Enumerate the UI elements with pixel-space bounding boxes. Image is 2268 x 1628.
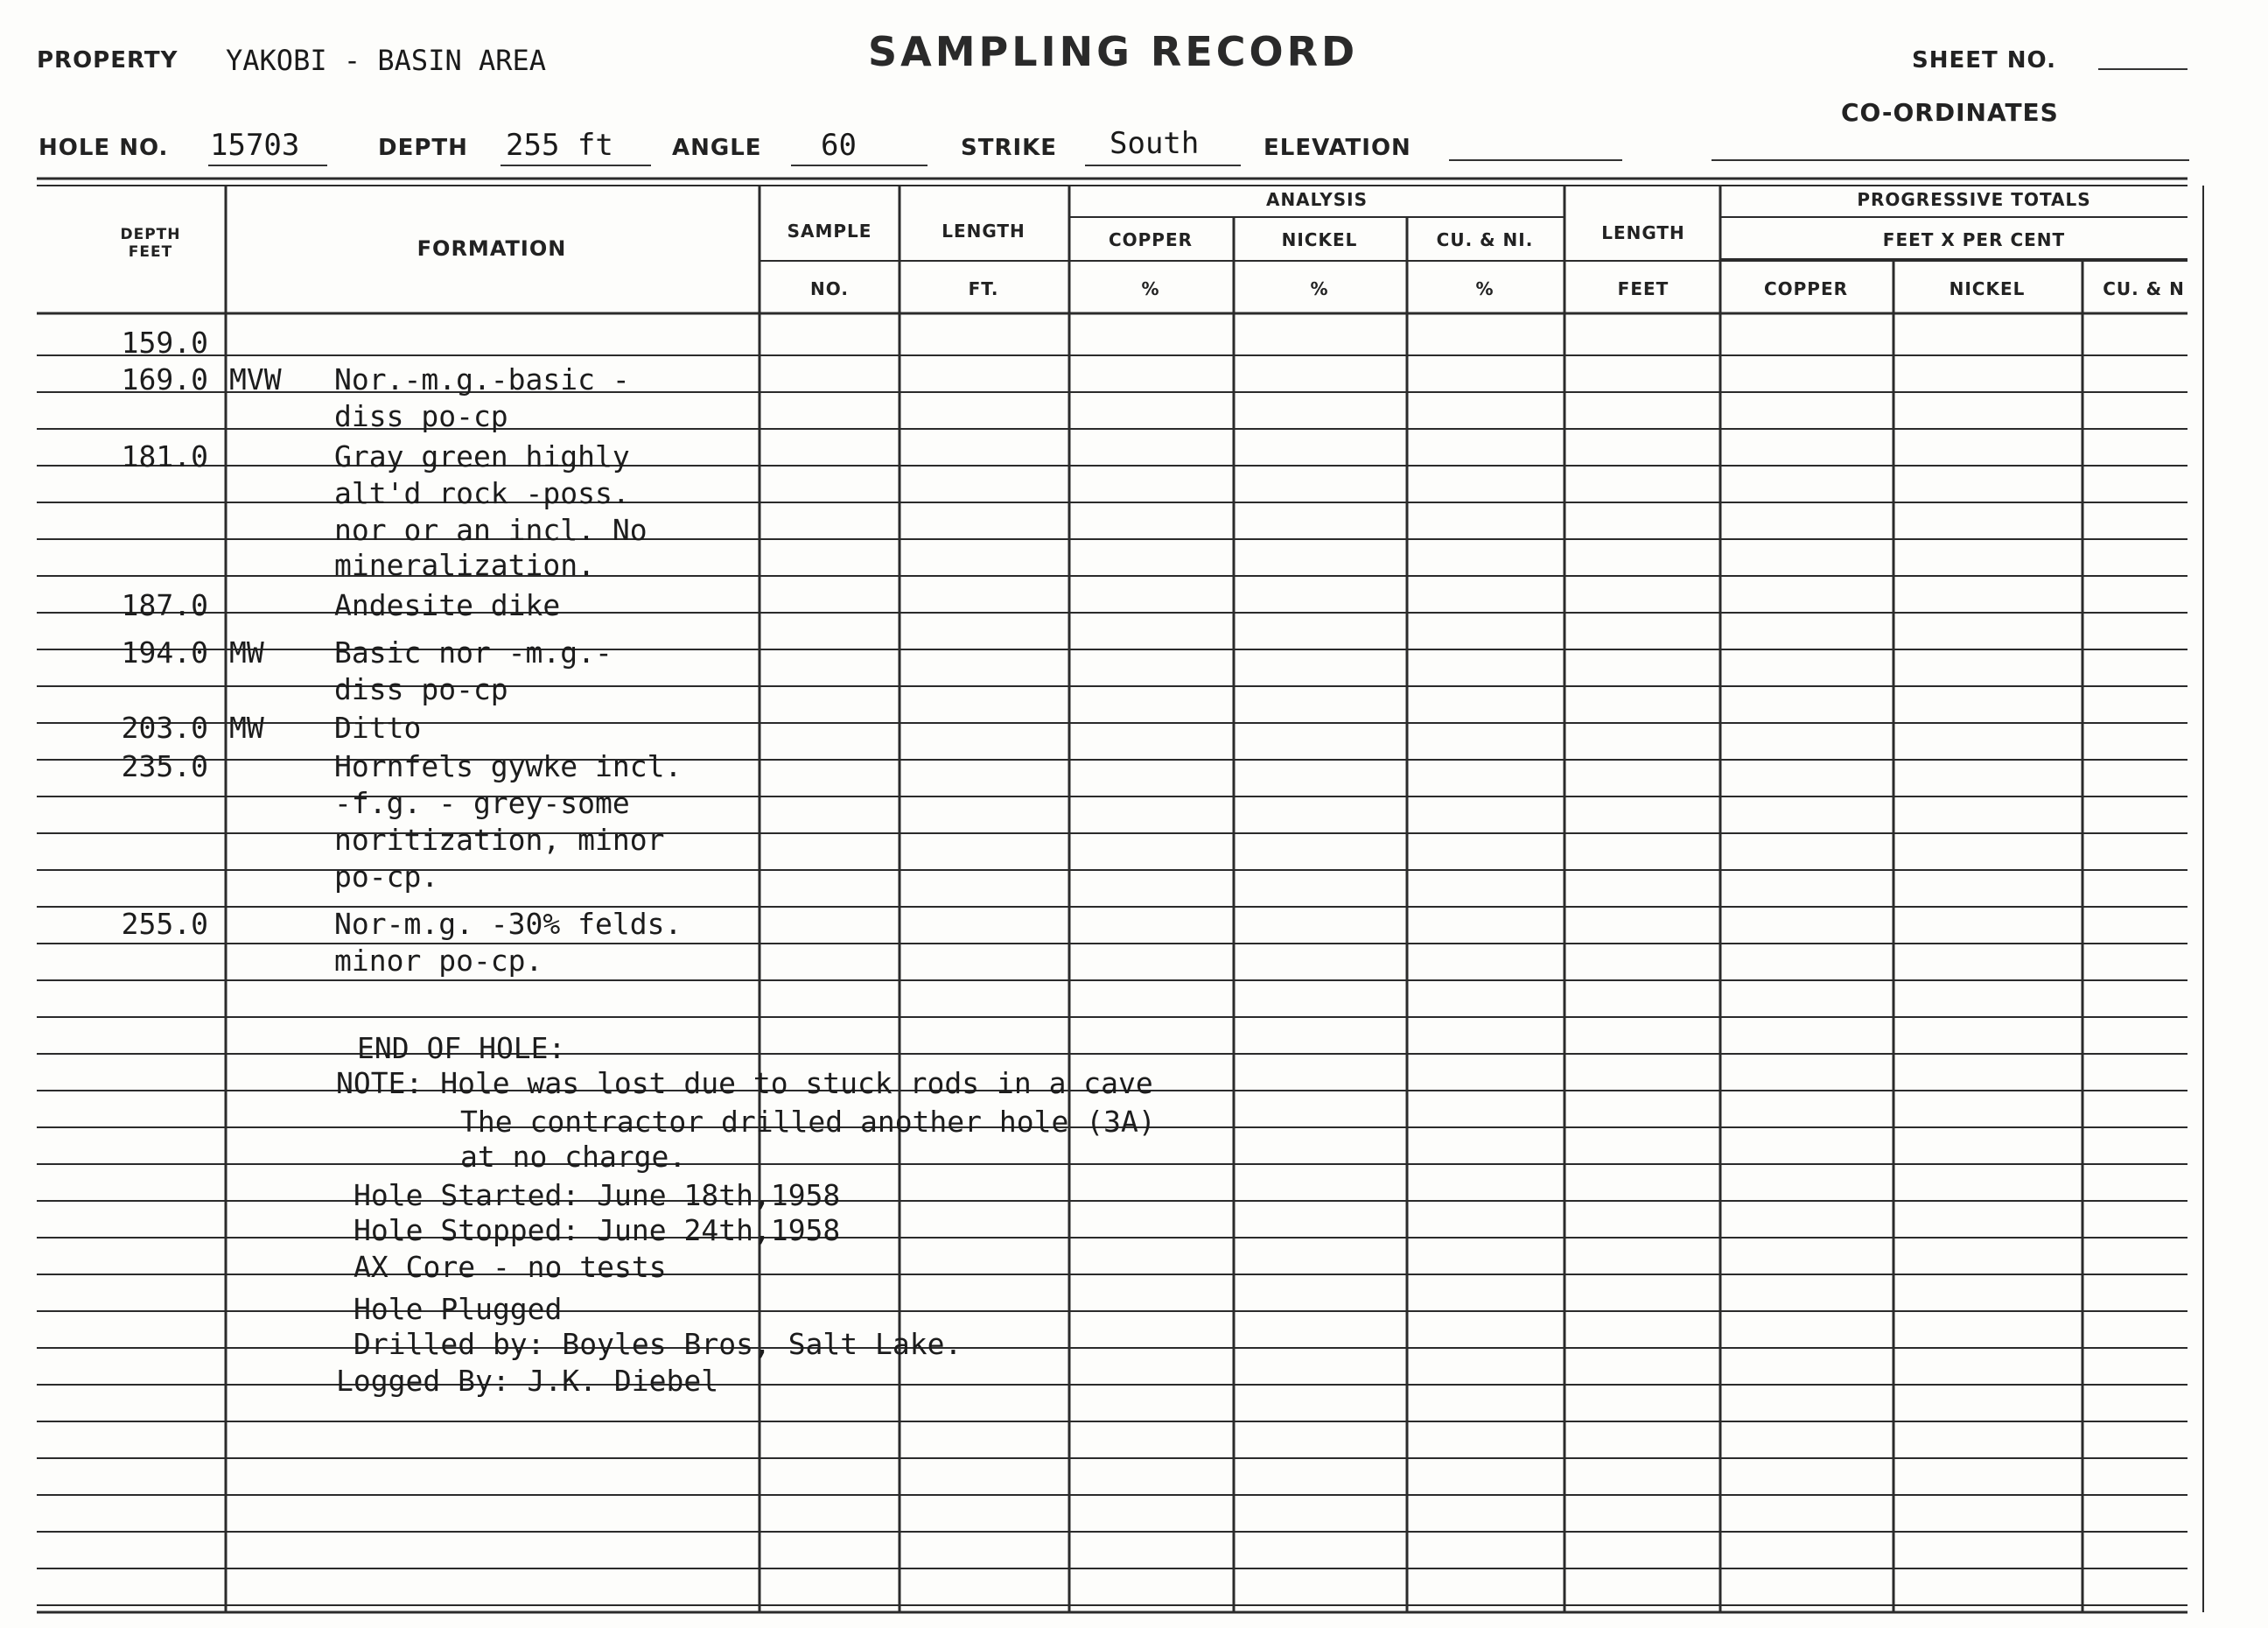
col-p-copper-header: COPPER [1763, 278, 1849, 299]
formation-cell: diss po-cp [334, 399, 508, 433]
col-sample-unit: NO. [810, 278, 849, 299]
col-length2-unit: FEET [1617, 278, 1670, 299]
col-depth-header [80, 226, 220, 261]
table-row [0, 396, 2268, 432]
table-row [0, 544, 2268, 581]
hole-no-label: HOLE NO. [38, 135, 169, 161]
angle-underline [791, 165, 928, 166]
sheet-no-label: SHEET NO. [1912, 47, 2056, 74]
table-row [0, 903, 2268, 940]
hole-no-underline [208, 165, 327, 166]
formation-cell: noritization, minor [334, 823, 665, 857]
col-depth-label: DEPTH [120, 226, 181, 243]
hole-no-value: 15703 [210, 128, 300, 163]
elevation-field [1449, 159, 1622, 161]
strike-label: STRIKE [961, 135, 1058, 161]
table-row [0, 359, 2268, 396]
formation-cell: Ditto [334, 711, 422, 745]
table-row [0, 746, 2268, 782]
note-line-3: at no charge. [460, 1140, 687, 1174]
formation-cell: mineralization. [334, 548, 596, 582]
note-line-1: NOTE: Hole was lost due to stuck rods in a cave [336, 1066, 1153, 1100]
page-title: SAMPLING RECORD [868, 28, 1359, 75]
depth-underline [500, 165, 651, 166]
formation-cell: nor or an incl. No [334, 513, 648, 547]
note-line-2: The contractor drilled another hole (3A) [460, 1105, 1156, 1139]
depth-label: DEPTH [378, 135, 468, 161]
note-drilled-by: Drilled by: Boyles Bros, Salt Lake. [354, 1327, 962, 1361]
note-end-of-hole: END OF HOLE: [357, 1031, 566, 1065]
depth-value: 255 ft [506, 128, 613, 163]
col-length-header: LENGTH [942, 221, 1026, 242]
col-formation-header: FORMATION [416, 236, 567, 261]
col-length-unit: FT. [968, 278, 999, 299]
table-row [0, 856, 2268, 893]
depth-cell: 255.0 [121, 907, 208, 941]
depth-cell: 181.0 [121, 439, 208, 474]
coordinates-label: CO-ORDINATES [1841, 98, 2059, 127]
formation-cell: Andesite dike [334, 588, 561, 622]
formation-cell: Nor.-m.g.-basic - [334, 362, 630, 396]
code-cell: MW [229, 635, 264, 670]
angle-value: 60 [821, 128, 857, 163]
depth-cell: 235.0 [121, 749, 208, 783]
code-cell: MVW [229, 362, 282, 396]
coordinates-field [1712, 159, 2189, 161]
table-row [0, 669, 2268, 705]
property-value: YAKOBI - BASIN AREA [226, 44, 547, 77]
col-feet-x-pct-header: FEET X PER CENT [1882, 229, 2066, 250]
table-row [0, 436, 2268, 473]
note-hole-started: Hole Started: June 18th,1958 [354, 1178, 841, 1212]
formation-cell: -f.g. - grey-some [334, 786, 630, 820]
col-p-nickel-header: NICKEL [1949, 278, 2026, 299]
table-row [0, 585, 2268, 621]
table-row [0, 707, 2268, 744]
table-row [0, 819, 2268, 856]
property-label: PROPERTY [37, 47, 178, 74]
table-row [0, 632, 2268, 669]
col-cuni-unit: % [1475, 278, 1494, 299]
note-plugged: Hole Plugged [354, 1292, 563, 1326]
col-nickel-unit: % [1310, 278, 1329, 299]
col-length2-header: LENGTH [1601, 222, 1685, 243]
note-logged-by: Logged By: J.K. Diebel [336, 1364, 719, 1398]
table-row [0, 473, 2268, 509]
formation-cell: Hornfels gywke incl. [334, 749, 682, 783]
angle-label: ANGLE [672, 135, 762, 161]
formation-cell: diss po-cp [334, 672, 508, 706]
strike-value: South [1110, 126, 1200, 161]
elevation-label: ELEVATION [1264, 135, 1411, 161]
strike-underline [1085, 165, 1241, 166]
col-p-cuni-header: CU. & N [2103, 278, 2185, 299]
col-sample-header: SAMPLE [787, 221, 872, 242]
formation-cell: alt'd rock -poss. [334, 476, 630, 510]
note-hole-stopped: Hole Stopped: June 24th,1958 [354, 1213, 841, 1247]
depth-cell: 159.0 [121, 326, 208, 360]
table-row [0, 509, 2268, 546]
formation-cell: Nor-m.g. -30% felds. [334, 907, 682, 941]
col-analysis-header: ANALYSIS [1265, 189, 1368, 210]
col-copper-header: COPPER [1108, 229, 1194, 250]
col-cuni-header: CU. & NI. [1436, 229, 1534, 250]
table-row [0, 782, 2268, 819]
note-core: AX Core - no tests [354, 1250, 667, 1284]
formation-cell: po-cp. [334, 860, 439, 894]
depth-cell: 169.0 [121, 362, 208, 396]
formation-cell: Gray green highly [334, 439, 630, 474]
col-nickel-header: NICKEL [1281, 229, 1358, 250]
code-cell: MW [229, 711, 264, 745]
depth-cell: 203.0 [121, 711, 208, 745]
col-progressive-header: PROGRESSIVE TOTALS [1857, 189, 2091, 210]
sheet-no-field [2098, 68, 2188, 70]
formation-cell: Basic nor -m.g.- [334, 635, 612, 670]
depth-cell: 187.0 [121, 588, 208, 622]
col-copper-unit: % [1141, 278, 1160, 299]
table-row [0, 322, 2268, 359]
col-depth-unit: FEET [128, 243, 173, 261]
table-row [0, 940, 2268, 977]
depth-cell: 194.0 [121, 635, 208, 670]
formation-cell: minor po-cp. [334, 944, 543, 978]
